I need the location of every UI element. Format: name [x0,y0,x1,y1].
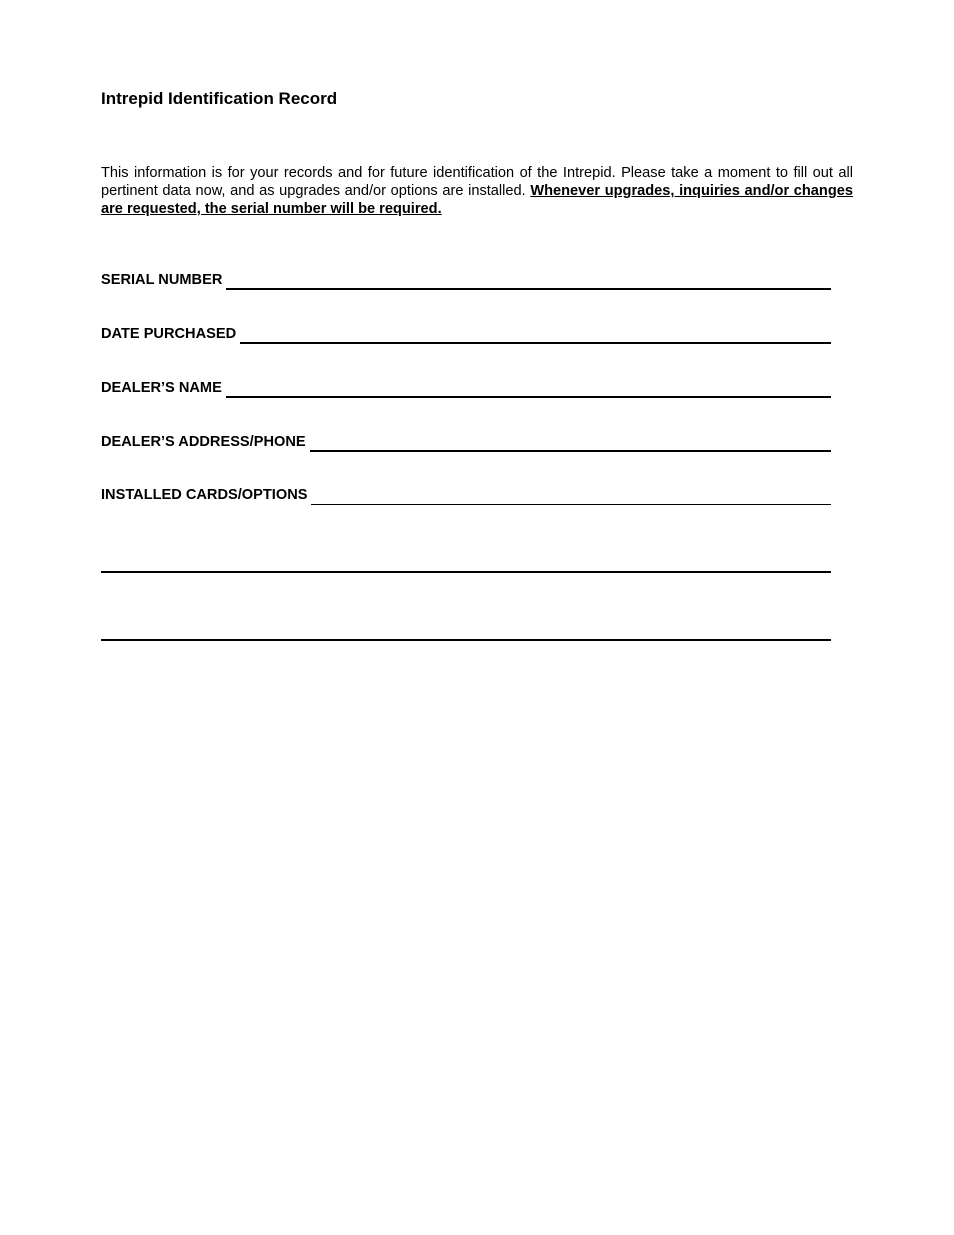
dealer-address-phone-line[interactable] [310,450,831,452]
page-title: Intrepid Identification Record [101,89,338,108]
serial-number-line[interactable] [226,288,831,290]
dealer-name-label: DEALER’S NAME [101,380,222,396]
date-purchased-field[interactable] [101,322,831,344]
intro-paragraph [101,164,853,218]
installed-cards-options-field[interactable] [101,483,831,505]
dealer-name-field[interactable] [101,376,831,398]
date-purchased-label: DATE PURCHASED [101,326,237,342]
serial-number-field[interactable] [101,268,831,290]
installed-cards-options-line[interactable] [311,504,831,505]
dealer-name-line[interactable] [226,396,831,398]
intro-emphasis: Whenever upgrades, inquiries and/or changes are requested, the serial number will be required. [101,183,853,217]
installed-cards-options-label: INSTALLED CARDS/OPTIONS [101,487,308,503]
date-purchased-line[interactable] [240,342,831,344]
extra-options-line-1[interactable] [101,571,831,573]
dealer-address-phone-field[interactable] [101,430,831,452]
extra-options-line-2[interactable] [101,639,831,641]
dealer-address-phone-label: DEALER’S ADDRESS/PHONE [101,434,306,450]
serial-number-label: SERIAL NUMBER [101,272,223,288]
intro-text: This information is for your records and for future identification of the Intrepid. Please take a moment to fill out all pertinent data now, and as upgrades and/or options are installed. [101,165,853,199]
